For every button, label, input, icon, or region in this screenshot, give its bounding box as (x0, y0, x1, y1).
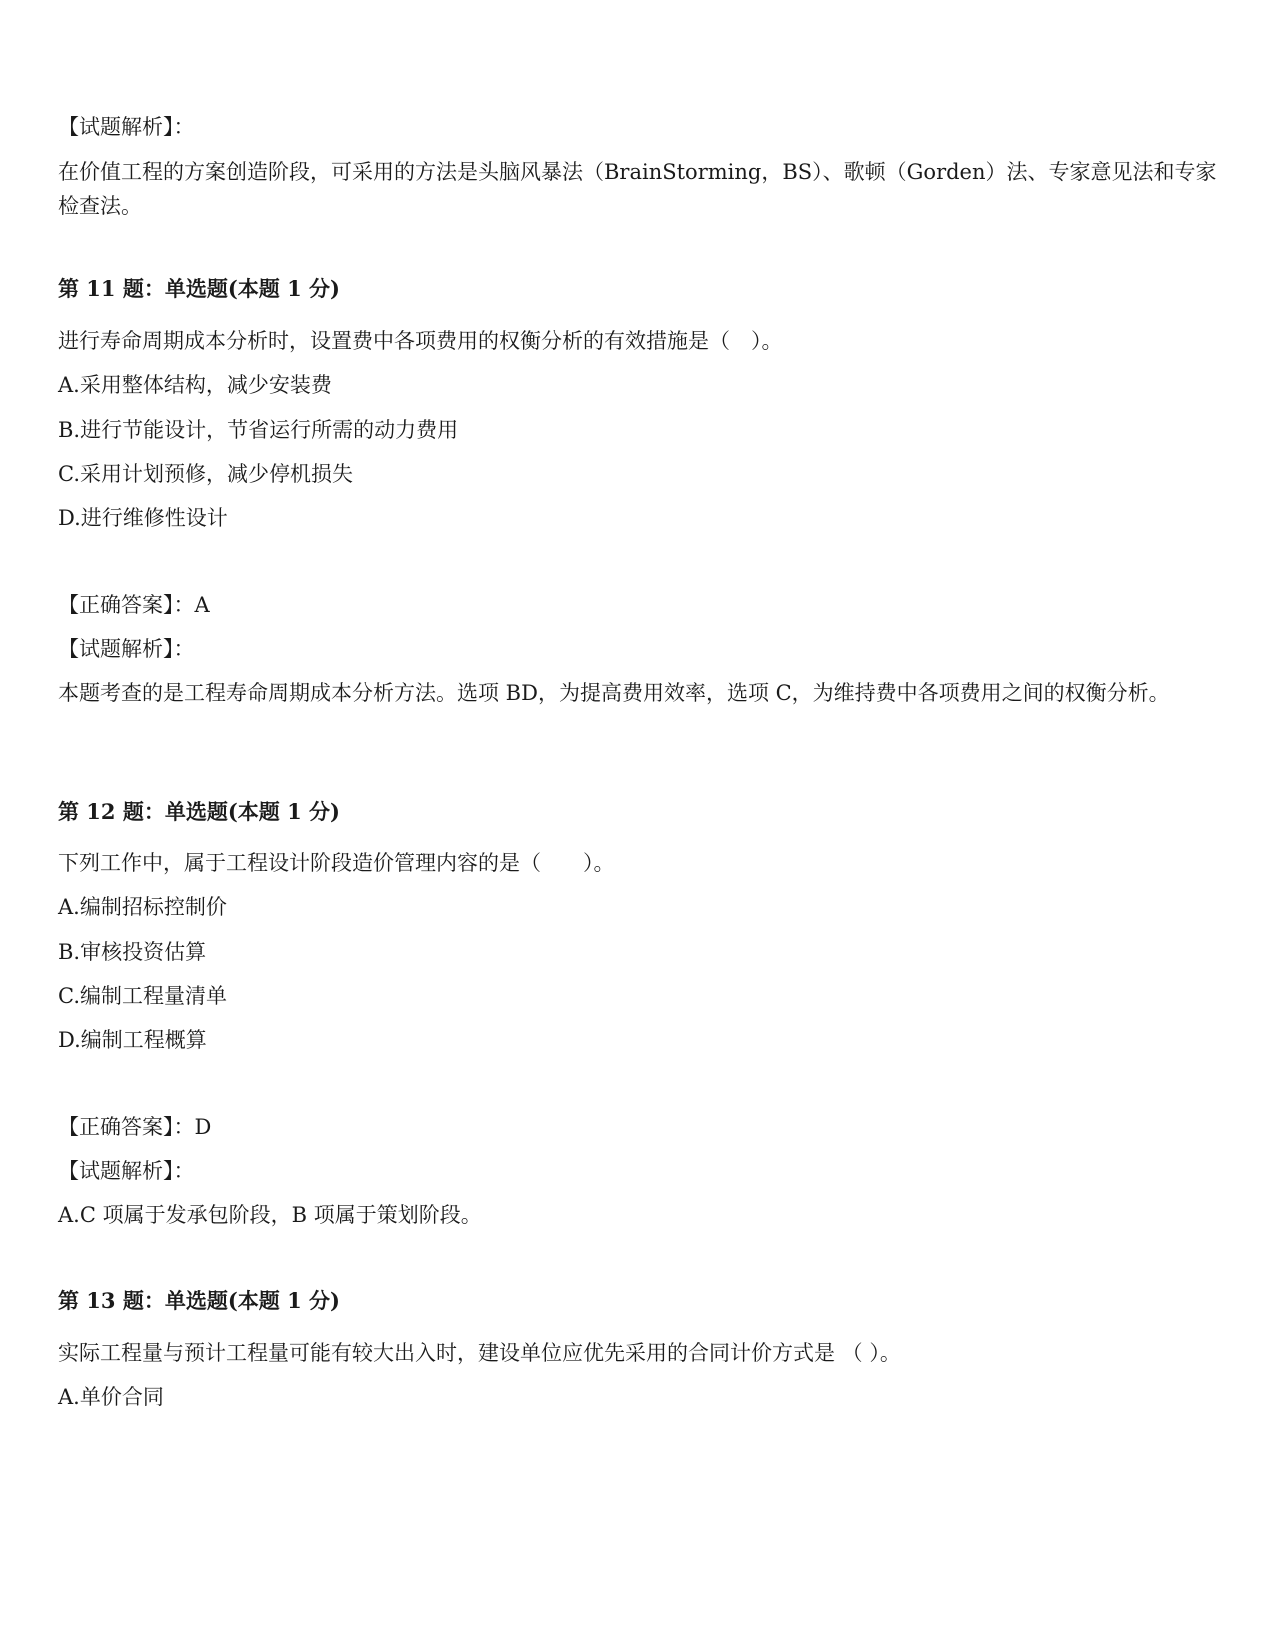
option-b: B.进行节能设计，节省运行所需的动力费用 (58, 418, 459, 442)
question-stem: 下列工作中，属于工程设计阶段造价管理内容的是（ ）。 (58, 851, 615, 875)
question-stem: 进行寿命周期成本分析时，设置费中各项费用的权衡分析的有效措施是（ ）。 (58, 329, 783, 353)
analysis-label: 【试题解析】： (58, 637, 195, 661)
analysis-label: 【试题解析】： (58, 1159, 195, 1183)
question-heading: 第 12 题：单选题(本题 1 分) (58, 799, 340, 824)
question-stem: 实际工程量与预计工程量可能有较大出入时，建设单位应优先采用的合同计价方式是 （ ）。 (58, 1341, 901, 1365)
option-d: D.编制工程概算 (58, 1028, 207, 1052)
option-d: D.进行维修性设计 (58, 506, 228, 530)
option-c: C.编制工程量清单 (58, 984, 227, 1008)
question-heading: 第 13 题：单选题(本题 1 分) (58, 1288, 340, 1313)
option-b: B.审核投资估算 (58, 940, 207, 964)
analysis-text: A.C 项属于发承包阶段，B 项属于策划阶段。 (58, 1203, 482, 1227)
correct-answer: 【正确答案】：D (58, 1115, 212, 1139)
option-a: A.采用整体结构，减少安装费 (58, 373, 332, 397)
analysis-label: 【试题解析】： (58, 115, 195, 139)
question-heading: 第 11 题：单选题(本题 1 分) (58, 276, 340, 301)
option-c: C.采用计划预修，减少停机损失 (58, 462, 353, 486)
analysis-text: 在价值工程的方案创造阶段，可采用的方法是头脑风暴法（BrainStorming，BS）、歌顿（Gorden）法、专家意见法和专家检查法。 (58, 160, 1217, 218)
correct-answer: 【正确答案】：A (58, 593, 210, 617)
option-a: A.编制招标控制价 (58, 895, 227, 919)
analysis-text: 本题考查的是工程寿命周期成本分析方法。选项 BD，为提高费用效率，选项 C，为维持费中各项费用之间的权衡分析。 (58, 681, 1170, 705)
option-a: A.单价合同 (58, 1385, 164, 1409)
